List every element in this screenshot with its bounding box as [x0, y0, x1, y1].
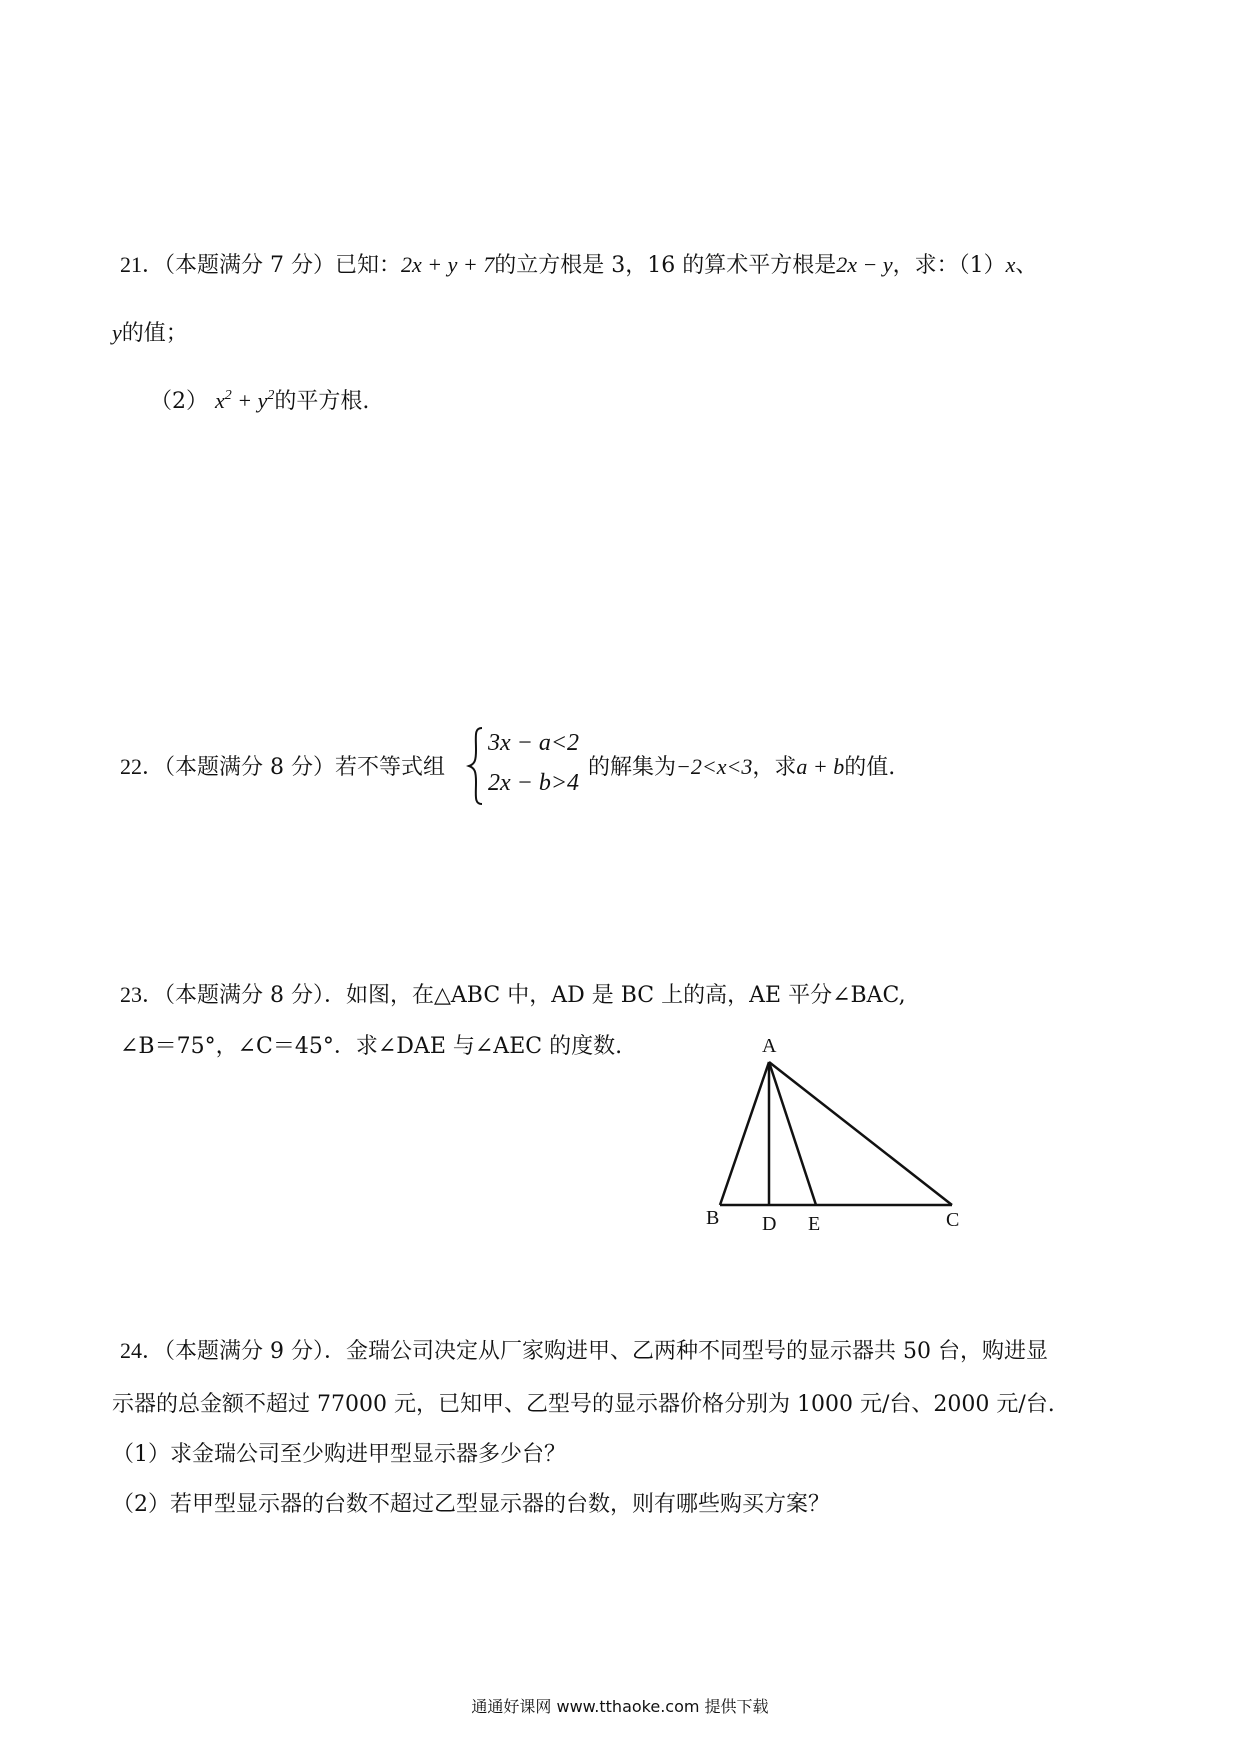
q22-ineq-2: 2x − b>4 — [488, 770, 580, 796]
q24-number: 24． — [120, 1338, 165, 1363]
q21-known: 已知： — [335, 253, 402, 278]
q22-ineq-1: 3x − a<2 — [488, 730, 580, 756]
q21-sep: 、 — [1015, 253, 1038, 278]
q23-triangle-figure — [690, 1030, 980, 1240]
q22-target: a + b — [796, 754, 845, 779]
q22-number: 22． — [120, 754, 165, 779]
q21-points: （本题满分 7 分） — [164, 253, 335, 278]
q23-text-1: ．如图，在△ABC 中，AD 是 BC 上的高，AE 平分∠BAC, — [324, 983, 906, 1008]
q23-number: 23． — [120, 982, 165, 1007]
q22-ask: ，求 — [752, 755, 797, 780]
q24-text-1: ．金瑞公司决定从厂家购进甲、乙两种不同型号的显示器共 50 台，购进显 — [324, 1339, 1048, 1364]
q23-line-2: ∠B＝75°，∠C＝45°．求∠DAE 与∠AEC 的度数. — [120, 1034, 623, 1059]
q24-points: （本题满分 9 分） — [164, 1339, 324, 1364]
q21-part-2 — [150, 386, 369, 417]
q21-number: 21． — [120, 252, 165, 277]
page-footer: 通通好课网 www.tthaoke.com 提供下载 — [471, 1697, 769, 1716]
q21-part2-label: （2） — [150, 389, 208, 414]
q24-line-2: 示器的总金额不超过 77000 元，已知甲、乙型号的显示器价格分别为 1000 元/台、2000 元/台. — [112, 1392, 1055, 1417]
label-c: C — [946, 1209, 960, 1231]
q22-points: （本题满分 8 分） — [164, 755, 335, 780]
q22-line — [120, 752, 445, 783]
segment-ab — [720, 1062, 769, 1205]
label-d: D — [762, 1213, 777, 1235]
label-a: A — [762, 1035, 777, 1057]
q21-line-2 — [112, 318, 188, 349]
q22-solution-range: −2<x<3 — [676, 754, 753, 779]
q21-var-y: y — [112, 320, 122, 345]
q23-points: （本题满分 8 分） — [164, 983, 324, 1008]
segment-ac — [769, 1062, 952, 1205]
q21-line-1 — [120, 250, 1037, 281]
q23-line-1 — [120, 980, 906, 1011]
q21-expr1: 2x + y + 7 — [401, 252, 495, 277]
q24-line-1 — [120, 1336, 1048, 1367]
q24-part-2: （2）若甲型显示器的台数不超过乙型显示器的台数，则有哪些购买方案？ — [112, 1492, 830, 1517]
label-e: E — [808, 1213, 821, 1235]
q21-ask: ，求：（1） — [892, 253, 1006, 278]
q21-cube-root-text: 的立方根是 3，16 的算术平方根是 — [494, 253, 837, 278]
q21-part2-text: 的平方根. — [274, 389, 370, 414]
q22-inequality-system — [466, 726, 586, 806]
q22-solution-text: 的解集为 — [588, 755, 677, 780]
q21-part2-expr: $x^2 + y^2$ — [215, 388, 275, 413]
q22-lead: 若不等式组 — [335, 755, 446, 780]
q21-values-text: 的值； — [121, 321, 188, 346]
q22-line-tail — [588, 752, 895, 783]
q21-var-x: x — [1005, 252, 1016, 277]
segment-ae — [769, 1062, 816, 1205]
q21-expr2: 2x − y — [836, 252, 893, 277]
label-b: B — [706, 1207, 720, 1229]
q24-part-1: （1）求金瑞公司至少购进甲型显示器多少台？ — [112, 1442, 566, 1467]
q22-tail: 的值. — [844, 755, 896, 780]
brace-icon — [466, 726, 486, 806]
